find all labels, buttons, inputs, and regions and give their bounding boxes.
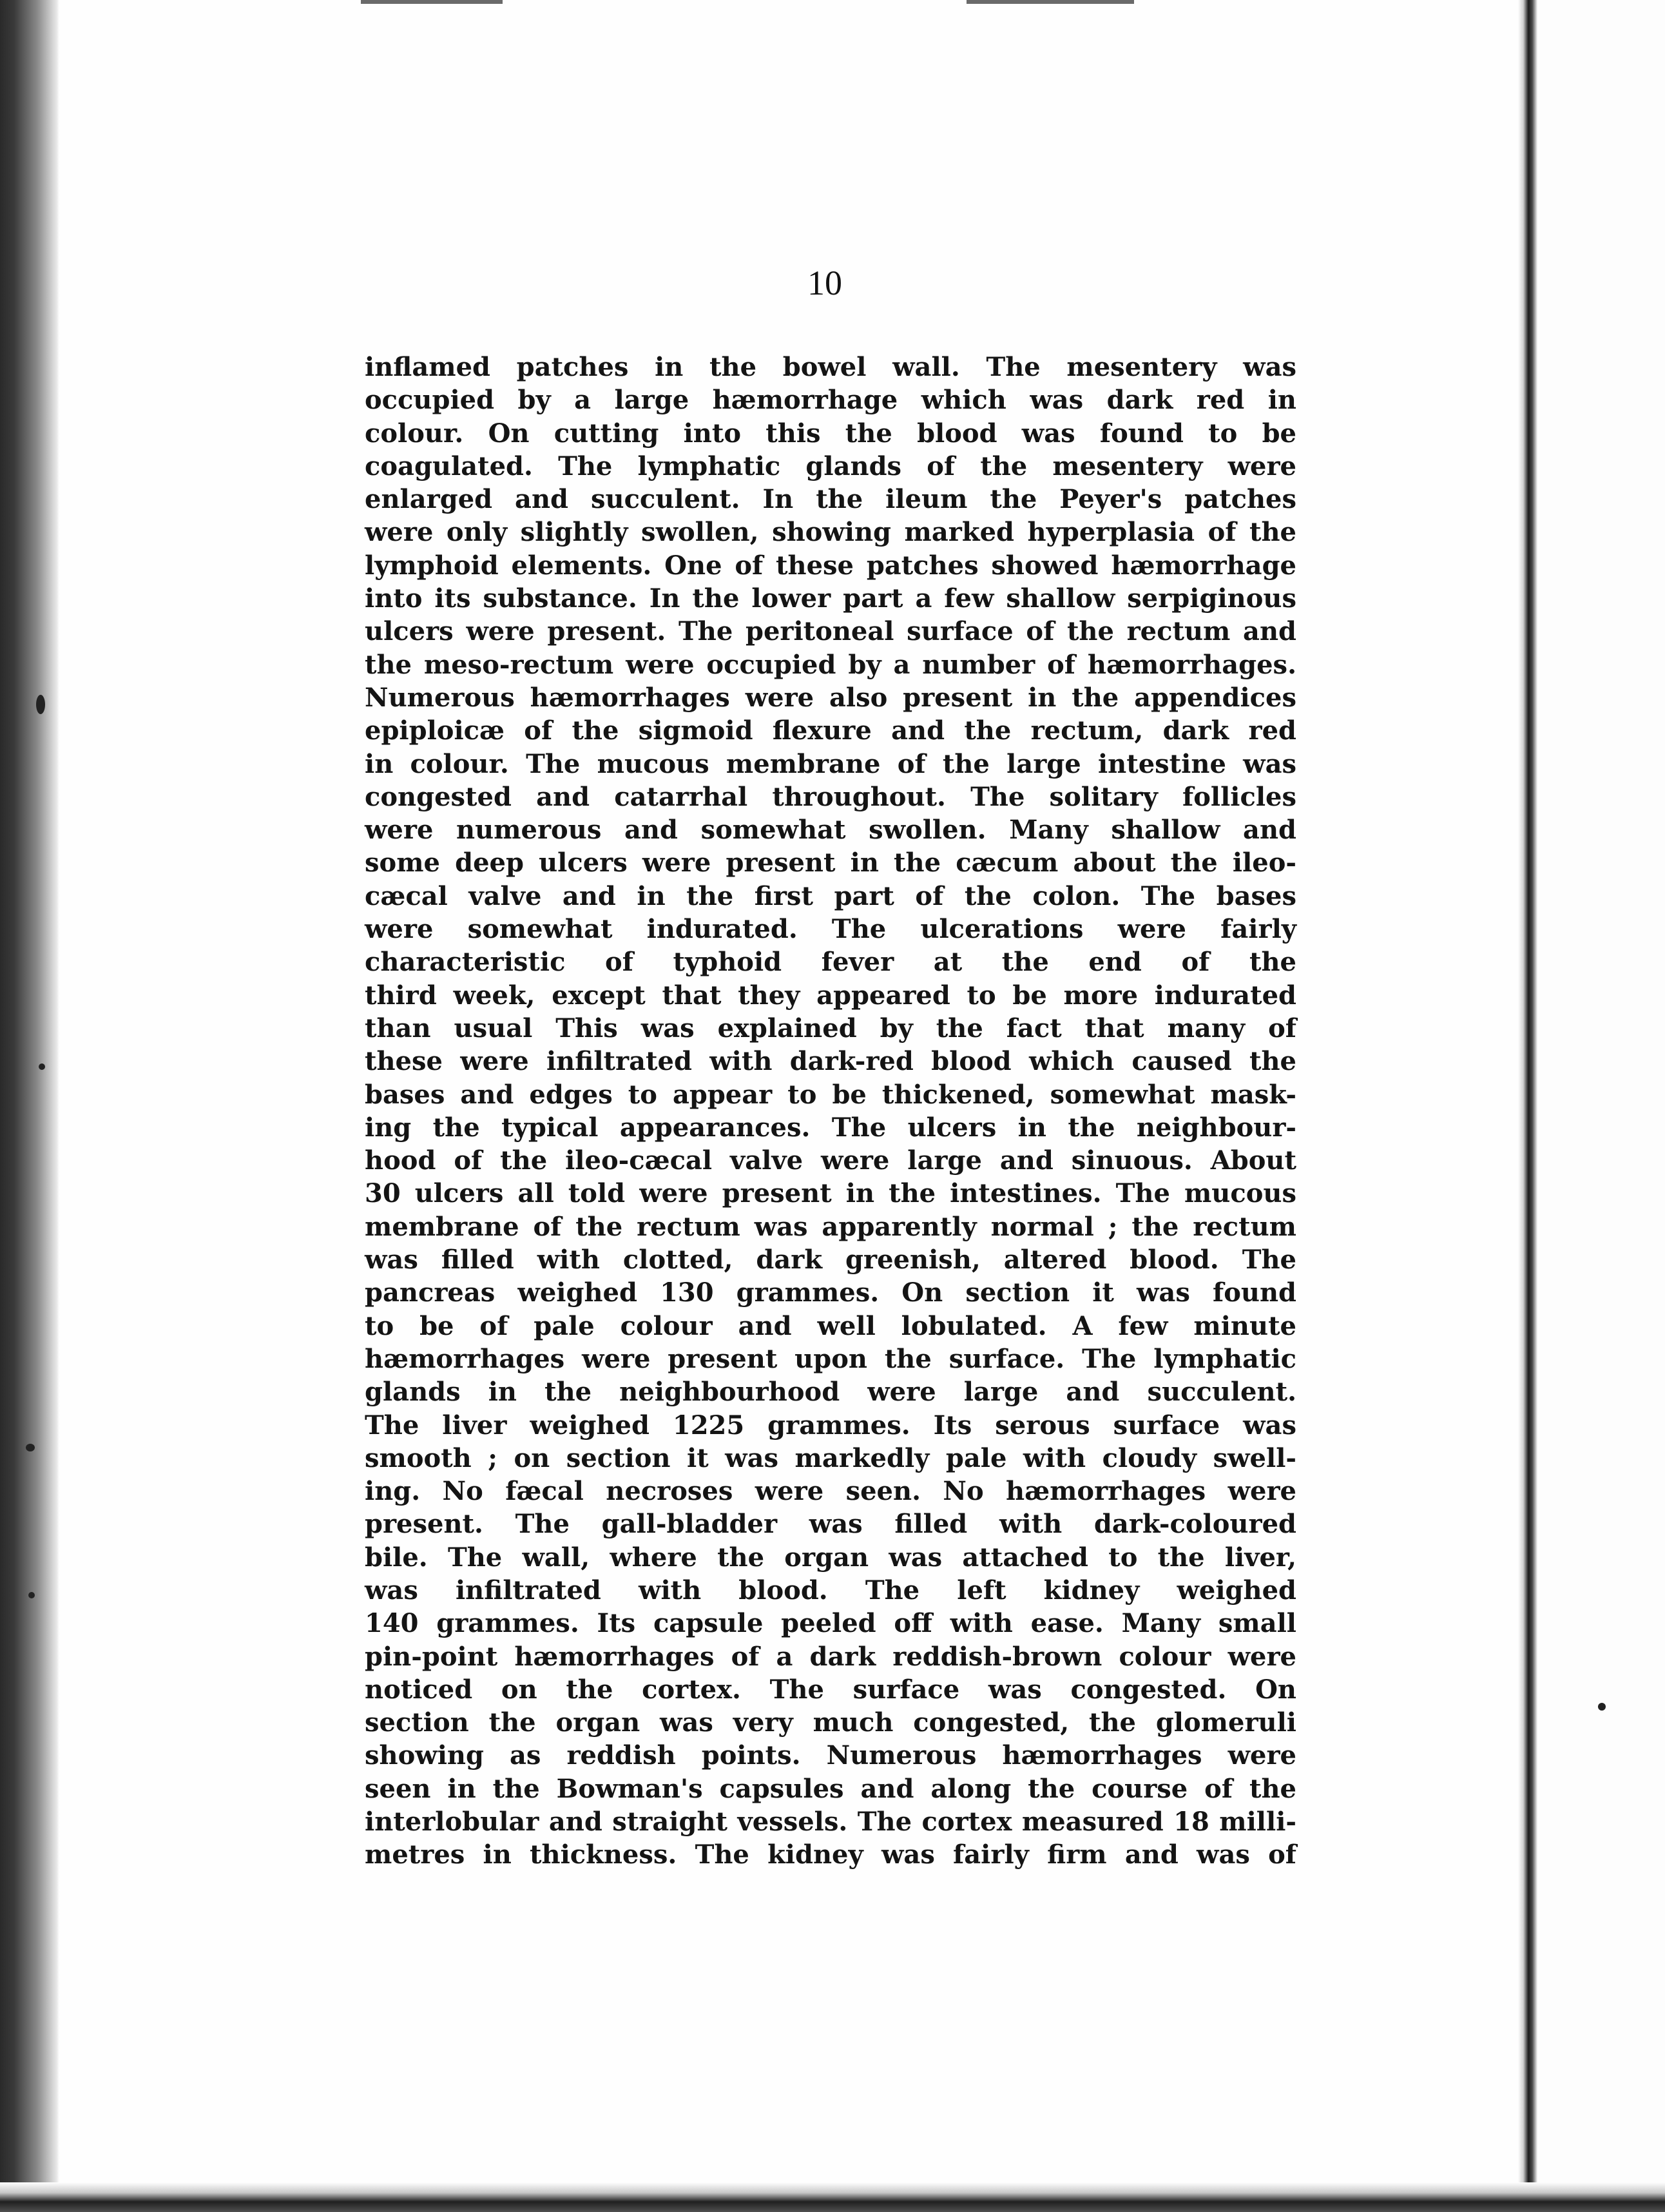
text-line: hæmorrhages were present upon the surface. The lymphatic [365, 1343, 1296, 1374]
text-line: the meso-rectum were occupied by a number of hæmorrhages. [365, 649, 1296, 680]
page-number: 10 [807, 264, 842, 302]
text-line: glands in the neighbourhood were large and succulent. [365, 1377, 1296, 1408]
scan-artifact [1598, 1703, 1606, 1711]
text-line: were numerous and somewhat swollen. Many shallow and [365, 815, 1296, 846]
text-line: 30 ulcers all told were present in the intestines. The mucous [365, 1178, 1296, 1209]
text-line: hood of the ileo-cæcal valve were large and sinuous. About [365, 1145, 1296, 1176]
text-line: bile. The wall, where the organ was attached to the liver, [365, 1542, 1296, 1573]
text-line: to be of pale colour and well lobulated. A few minute [365, 1310, 1296, 1341]
scan-artifact [36, 695, 45, 714]
text-line: ing the typical appearances. The ulcers in the neighbour- [365, 1112, 1296, 1143]
scan-artifact [28, 1592, 35, 1598]
text-line: coagulated. The lymphatic glands of the mesentery were [365, 451, 1296, 481]
text-line: The liver weighed 1225 grammes. Its serous surface was [365, 1410, 1296, 1441]
text-line: cæcal valve and in the first part of the colon. The bases [365, 880, 1296, 911]
text-line: smooth ; on section it was markedly pale with cloudy swell- [365, 1442, 1296, 1473]
text-line: was infiltrated with blood. The left kidney weighed [365, 1575, 1296, 1606]
text-line: occupied by a large hæmorrhage which was dark red in [365, 385, 1296, 416]
text-line: these were infiltrated with dark-red blood which caused the [365, 1046, 1296, 1077]
text-line: ulcers were present. The peritoneal surface of the rectum and [365, 616, 1296, 647]
text-line: congested and catarrhal throughout. The solitary follicles [365, 781, 1296, 812]
text-line: inflamed patches in the bowel wall. The mesentery was [365, 352, 1296, 382]
right-scan-edge [1518, 0, 1537, 2212]
text-line: section the organ was very much congested, the glomeruli [365, 1707, 1296, 1738]
text-line: pin-point hæmorrhages of a dark reddish-brown colour were [365, 1641, 1296, 1672]
text-line: showing as reddish points. Numerous hæmorrhages were [365, 1740, 1296, 1771]
text-line: bases and edges to appear to be thickened, somewhat mask- [365, 1079, 1296, 1110]
text-line: were somewhat indurated. The ulcerations were fairly [365, 914, 1296, 945]
left-scan-edge [0, 0, 59, 2212]
scan-artifact [26, 1444, 35, 1451]
text-line: colour. On cutting into this the blood was found to be [365, 418, 1296, 449]
text-line: ing. No fæcal necroses were seen. No hæmorrhages were [365, 1476, 1296, 1507]
text-line: than usual This was explained by the fact that many of [365, 1013, 1296, 1043]
text-line: membrane of the rectum was apparently normal ; the rectum [365, 1211, 1296, 1242]
scan-artifact [39, 1063, 45, 1070]
scan-artifact [967, 0, 1134, 4]
text-line: lymphoid elements. One of these patches showed hæmorrhage [365, 550, 1296, 581]
text-line: seen in the Bowman's capsules and along the course of the [365, 1773, 1296, 1804]
text-line: present. The gall-bladder was filled with dark-coloured [365, 1509, 1296, 1540]
text-line: enlarged and succulent. In the ileum the Peyer's patches [365, 484, 1296, 515]
text-line: third week, except that they appeared to be more indurated [365, 980, 1296, 1011]
text-line: some deep ulcers were present in the cæcum about the ileo- [365, 848, 1296, 878]
text-line: noticed on the cortex. The surface was congested. On [365, 1674, 1296, 1705]
body-text [365, 351, 1296, 1872]
text-line: were only slightly swollen, showing marked hyperplasia of the [365, 517, 1296, 548]
text-line: 140 grammes. Its capsule peeled off with ease. Many small [365, 1608, 1296, 1639]
text-line: pancreas weighed 130 grammes. On section it was found [365, 1277, 1296, 1308]
text-line: metres in thickness. The kidney was fairly firm and was of [365, 1839, 1296, 1870]
text-line: in colour. The mucous membrane of the large intestine was [365, 748, 1296, 779]
text-line: interlobular and straight vessels. The cortex measured 18 milli- [365, 1807, 1296, 1838]
text-line: was filled with clotted, dark greenish, altered blood. The [365, 1245, 1296, 1276]
bottom-scan-edge [0, 2182, 1665, 2212]
scan-artifact [361, 0, 503, 4]
text-line: into its substance. In the lower part a few shallow serpiginous [365, 583, 1296, 614]
text-line: characteristic of typhoid fever at the end of the [365, 947, 1296, 978]
text-line: Numerous hæmorrhages were also present in the appendices [365, 682, 1296, 713]
text-line: epiploicæ of the sigmoid flexure and the rectum, dark red [365, 715, 1296, 746]
